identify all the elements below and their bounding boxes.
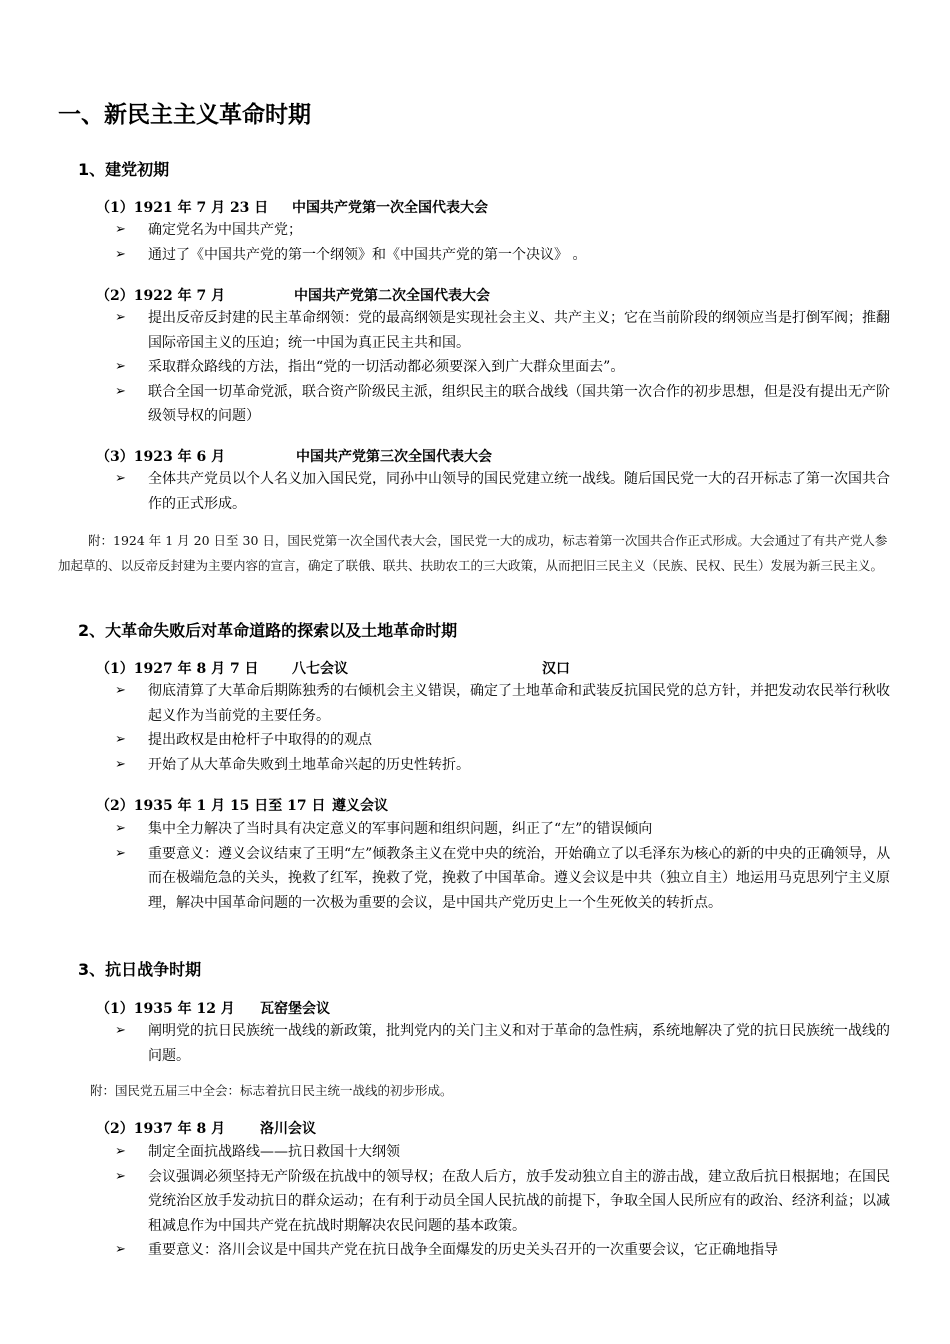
list-item-text: 提出反帝反封建的民主革命纲领：党的最高纲领是实现社会主义、共产主义；它在当前阶段的纲领应当是打倒军阀；推翻国际帝国主义的压迫；统一中国为真正民主共和国。: [148, 310, 890, 351]
list-item-text: 彻底清算了大革命后期陈独秀的右倾机会主义错误，确定了土地革命和武装反抗国民党的总方针，并把发动农民举行秋收起义作为当前党的主要任务。: [148, 683, 890, 724]
list-item: [0, 728, 894, 753]
list-item-text: 重要意义：洛川会议是中国共产党在抗日战争全面爆发的历史关头召开的一次重要会议，它正确地指导: [148, 1242, 778, 1258]
bullet-list: [0, 467, 950, 516]
event-name: 中国共产党第一次全国代表大会: [292, 200, 488, 216]
list-item-text: 重要意义：遵义会议结束了王明“左”倾教条主义在党中央的统治，开始确立了以毛泽东为核心的新的中央的正确领导，从而在极端危急的关头，挽救了红军，挽救了党，挽救了中国革命。遵义会议是中共（独立自主）地运用马克思列宁主义原理，解决中国革命问题的一次极为重要的会议，是中国共产党历史上一个生死攸关的转折点。: [148, 845, 891, 911]
arrow-bullet-icon: ➢: [115, 845, 126, 861]
event-name: 中国共产党第二次全国代表大会: [294, 288, 490, 304]
event-name: 洛川会议: [260, 1121, 316, 1137]
arrow-bullet-icon: ➢: [115, 359, 126, 374]
list-item-text: 确定党名为中国共产党；: [148, 222, 302, 238]
bullet-list: [0, 1140, 950, 1262]
event-name: 八七会议: [292, 661, 348, 677]
list-item-text: 制定全面抗战路线——抗日救国十大纲领: [148, 1144, 400, 1160]
event-name: 中国共产党第三次全国代表大会: [296, 449, 492, 465]
subsection-heading: [96, 998, 330, 1018]
subsection-heading: [96, 197, 488, 217]
subsection-heading: [96, 446, 492, 466]
list-item: [0, 817, 894, 842]
arrow-bullet-icon: ➢: [115, 1242, 126, 1257]
arrow-bullet-icon: ➢: [115, 1168, 126, 1184]
list-item: [0, 1165, 894, 1239]
list-item-text: 阐明党的抗日民族统一战线的新政策，批判党内的关门主义和对于革命的急性病，系统地解决了党的抗日民族统一战线的问题。: [148, 1023, 890, 1064]
subsection-heading: [96, 658, 570, 678]
event-date: （1）1927 年 8 月 7 日: [96, 661, 259, 677]
section-heading: 1、建党初期: [78, 160, 170, 179]
list-item: [0, 306, 894, 355]
list-item: [0, 218, 894, 243]
arrow-bullet-icon: ➢: [115, 683, 126, 698]
event-date: （1）1921 年 7 月 23 日: [96, 200, 269, 216]
subsection-heading: [96, 795, 388, 815]
appendix-note: 附：1924 年 1 月 20 日至 30 日，国民党第一次全国代表大会，国民党一大的成功，标志着第一次国共合作正式形成。大会通过了有共产党人参加起草的、以反帝反封建为主要内容的宣言，确定了联俄、联共、扶助农工的三大政策，从而把旧三民主义（民族、民权、民生）发展为新三民主义。: [58, 533, 888, 573]
list-item-text: 集中全力解决了当时具有决定意义的军事问题和组织问题，纠正了“左”的错误倾向: [148, 821, 653, 837]
page-title: 一、新民主主义革命时期: [58, 102, 311, 128]
section-heading: 2、大革命失败后对革命道路的探索以及土地革命时期: [78, 621, 458, 640]
arrow-bullet-icon: ➢: [115, 1144, 126, 1159]
list-item: [0, 355, 894, 380]
list-item-text: 通过了《中国共产党的第一个纲领》和《中国共产党的第一个决议》 。: [148, 246, 587, 263]
list-item: [0, 679, 894, 728]
arrow-bullet-icon: ➢: [115, 246, 126, 262]
appendix-note: 附：国民党五届三中全会：标志着抗日民主统一战线的初步形成。: [90, 1083, 453, 1098]
event-name: 瓦窑堡会议: [260, 1001, 330, 1017]
arrow-bullet-icon: ➢: [115, 821, 126, 836]
list-item: [0, 467, 894, 516]
event-date: （2）1922 年 7 月: [96, 288, 226, 304]
list-item: [0, 842, 894, 916]
list-item-text: 会议强调必须坚持无产阶级在抗战中的领导权；在敌人后方，放手发动独立自主的游击战，建立敌后抗日根据地；在国民党统治区放手发动抗日的群众运动；在有利于动员全国人民抗战的前提下，争取全国人民所应有的政治、经济利益；以减租减息作为中国共产党在抗战时期解决农民问题的基本政策。: [148, 1168, 890, 1234]
event-date: （2）1935 年 1 月 15 日至 17 日: [96, 798, 326, 814]
event-place: 汉口: [542, 661, 570, 677]
bullet-list: [0, 679, 950, 777]
subsection-heading: [96, 285, 490, 305]
list-item-text: 提出政权是由枪杆子中取得的的观点: [148, 732, 372, 748]
event-date: （1）1935 年 12 月: [96, 1001, 235, 1017]
section-heading: 3、抗日战争时期: [78, 960, 202, 979]
list-item: [0, 1140, 894, 1165]
list-item: [0, 1238, 894, 1262]
event-name: 遵义会议: [332, 798, 388, 814]
bullet-list: [0, 306, 950, 429]
arrow-bullet-icon: ➢: [115, 310, 126, 325]
list-item: [0, 380, 894, 429]
arrow-bullet-icon: ➢: [115, 383, 126, 399]
arrow-bullet-icon: ➢: [115, 222, 126, 237]
arrow-bullet-icon: ➢: [115, 732, 126, 747]
arrow-bullet-icon: ➢: [115, 756, 126, 772]
list-item-text: 采取群众路线的方法，指出“党的一切活动都必须要深入到广大群众里面去”。: [148, 359, 625, 375]
bullet-list: [0, 1019, 950, 1068]
bullet-list: [0, 218, 950, 267]
arrow-bullet-icon: ➢: [115, 1023, 126, 1038]
arrow-bullet-icon: ➢: [115, 471, 126, 486]
event-date: （2）1937 年 8 月: [96, 1121, 226, 1137]
list-item: [0, 753, 894, 778]
list-item: [0, 243, 894, 268]
bullet-list: [0, 817, 950, 915]
list-item-text: 开始了从大革命失败到土地革命兴起的历史性转折。: [148, 756, 470, 773]
list-item: [0, 1019, 894, 1068]
list-item-text: 联合全国一切革命党派，联合资产阶级民主派，组织民主的联合战线（国共第一次合作的初步思想，但是没有提出无产阶级领导权的问题）: [148, 383, 890, 424]
subsection-heading: [96, 1118, 316, 1138]
event-date: （3）1923 年 6 月: [96, 449, 226, 465]
list-item-text: 全体共产党员以个人名义加入国民党，同孙中山领导的国民党建立统一战线。随后国民党一大的召开标志了第一次国共合作的正式形成。: [148, 471, 890, 512]
